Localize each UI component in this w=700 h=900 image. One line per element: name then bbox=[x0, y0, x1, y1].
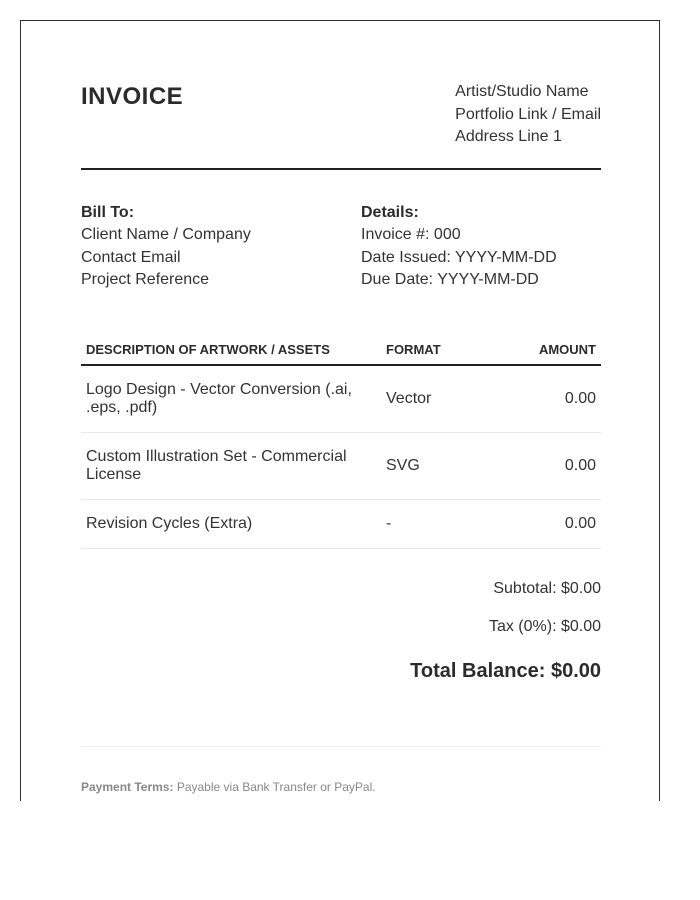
item-amount: 0.00 bbox=[491, 365, 601, 433]
item-description: Revision Cycles (Extra) bbox=[81, 500, 381, 549]
details-block bbox=[361, 202, 557, 291]
item-format: - bbox=[381, 500, 491, 549]
artist-address: Address Line 1 bbox=[455, 128, 562, 145]
client-name: Client Name / Company bbox=[81, 226, 251, 244]
item-amount: 0.00 bbox=[491, 500, 601, 549]
invoice-title: INVOICE bbox=[81, 83, 184, 110]
item-format: Vector bbox=[381, 365, 491, 433]
payment-terms bbox=[81, 780, 376, 794]
bill-to-block bbox=[81, 202, 251, 291]
artist-portfolio: Portfolio Link / Email bbox=[455, 105, 601, 123]
invoice-number: Invoice #: 000 bbox=[361, 226, 461, 244]
artist-name: Artist/Studio Name bbox=[455, 83, 589, 100]
invoice-page bbox=[20, 20, 660, 801]
client-email: Contact Email bbox=[81, 248, 181, 266]
item-description: Custom Illustration Set - Commercial License bbox=[81, 433, 381, 500]
table-row bbox=[81, 433, 601, 500]
project-reference: Project Reference bbox=[81, 270, 210, 288]
footer-divider bbox=[81, 746, 601, 747]
table-row bbox=[81, 500, 601, 549]
details-heading: Details: bbox=[361, 204, 419, 221]
payment-terms-label: Payment Terms: bbox=[81, 780, 174, 794]
header-format: FORMAT bbox=[381, 334, 491, 365]
tax: Tax (0%): $0.00 bbox=[488, 618, 601, 635]
bill-to-heading: Bill To: bbox=[81, 204, 135, 221]
payment-terms-text: Payable via Bank Transfer or PayPal. bbox=[176, 780, 376, 794]
header-amount: AMOUNT bbox=[491, 334, 601, 365]
line-items-table bbox=[81, 334, 601, 549]
header-divider bbox=[81, 168, 601, 170]
total-balance: Total Balance: $0.00 bbox=[410, 660, 601, 682]
header-description: DESCRIPTION OF ARTWORK / ASSETS bbox=[81, 334, 381, 365]
subtotal: Subtotal: $0.00 bbox=[493, 580, 601, 597]
due-date: Due Date: YYYY-MM-DD bbox=[361, 270, 539, 288]
item-format: SVG bbox=[381, 433, 491, 500]
artist-info bbox=[455, 81, 601, 149]
date-issued: Date Issued: YYYY-MM-DD bbox=[361, 248, 557, 266]
item-amount: 0.00 bbox=[491, 433, 601, 500]
table-header-row bbox=[81, 334, 601, 365]
item-description: Logo Design - Vector Conversion (.ai, .eps, .pdf) bbox=[81, 365, 381, 433]
table-row bbox=[81, 365, 601, 433]
